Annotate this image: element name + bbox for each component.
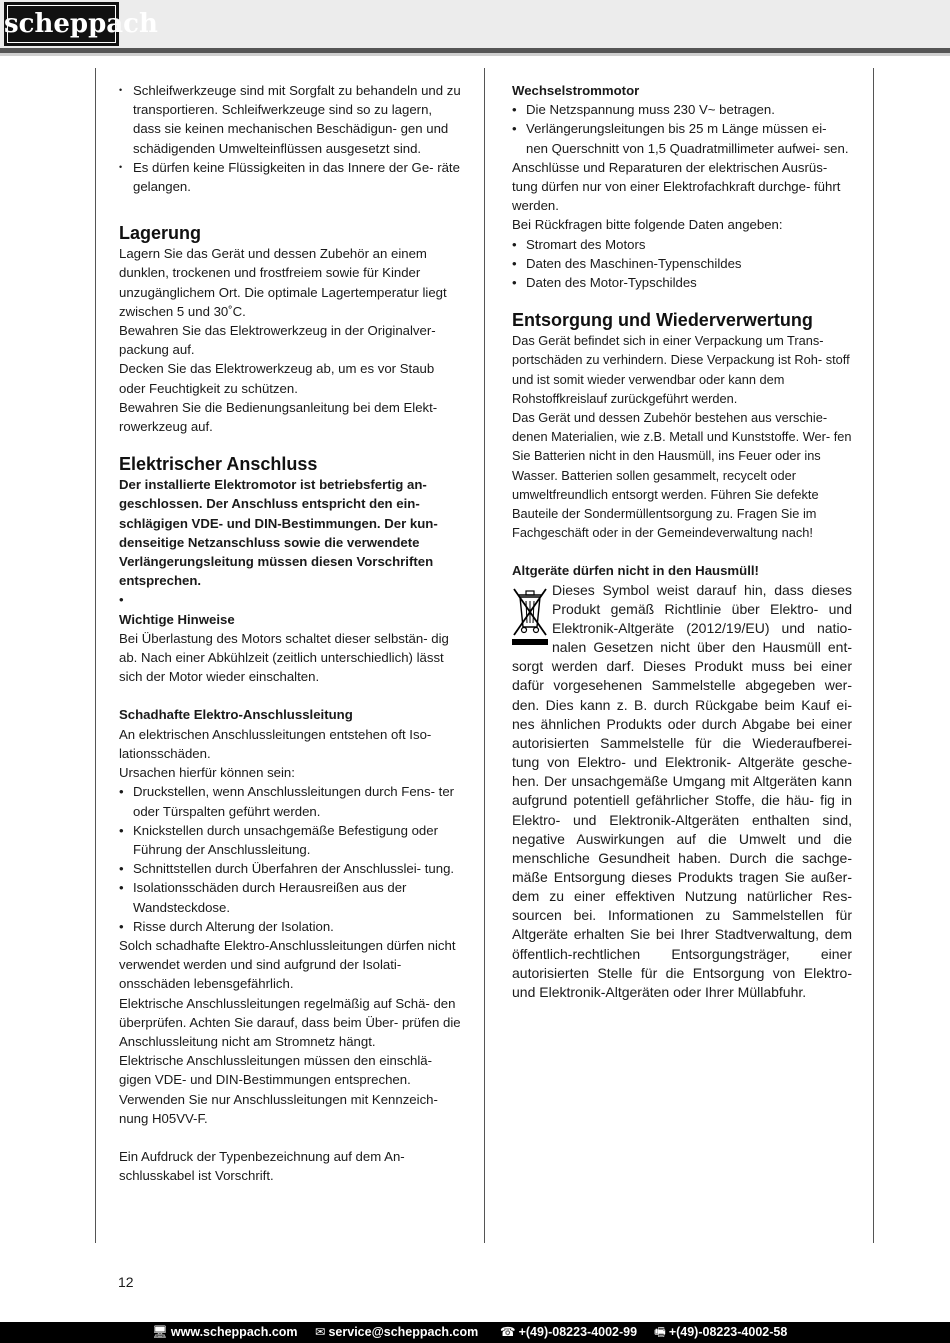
weee-block (512, 581, 852, 1002)
paragraph: Anschlüsse und Reparaturen der elektrischen Ausrüs- tung dürfen nur von einer Elektrofachkraft durchge- führt werden. (512, 159, 841, 214)
list-item: • Daten des Motor-Typschildes (512, 273, 852, 292)
paragraph: Ursachen hierfür können sein: (119, 765, 295, 781)
subheading-schadhafte-leitung: Schadhafte Elektro-Anschlussleitung (119, 707, 353, 723)
page-footer (0, 1322, 950, 1343)
list-item: • Daten des Maschinen-Typenschildes (512, 254, 852, 273)
list-item: • Druckstellen, wenn Anschlussleitungen durch Fens- ter oder Türspalten geführt werden. (119, 782, 461, 820)
paragraph: Elektrische Anschlussleitungen regelmäßig auf Schä- den überprüfen. Achten Sie darauf, dass beim Über- prüfen die Anschlussleitung nicht am Stromnetz hängt. (119, 995, 461, 1049)
bullet-marker: • (119, 592, 124, 608)
paragraph: Das Gerät und dessen Zubehör bestehen aus verschie- denen Materialien, wie z.B. Metall und Kunststoffe. Wer- fen Sie Batterien nicht in den Hausmüll, ins Feuer oder ins Wasser. Batterien sollen gesammelt, recycelt oder umweltfreundlich entsorgt werden. Führen Sie defekte Bauteile der Sondermüllentsorgung zu. Fragen Sie im Fachgeschäft oder in der Gemeindeverwaltung nach! (512, 410, 852, 541)
page-header (0, 0, 950, 48)
paragraph: Bewahren Sie die Bedienungsanleitung bei dem Elekt- rowerkzeug auf. (119, 399, 438, 435)
paragraph: An elektrischen Anschlussleitungen entstehen oft Iso- lationsschäden. (119, 726, 432, 761)
paragraph: Decken Sie das Elektrowerkzeug ab, um es vor Staub oder Feuchtigkeit zu schützen. (119, 361, 435, 396)
paragraph: Verwenden Sie nur Anschlussleitungen mit Kennzeich- nung H05VV-F. (119, 1091, 438, 1126)
list-item: • Risse durch Alterung der Isolation. (119, 917, 461, 936)
mail-icon: ✉ (315, 1325, 326, 1339)
paragraph: Solch schadhafte Elektro-Anschlussleitungen dürfen nicht verwendet werden und sind aufgrund der Isolati- onsschäden lebensgefährlich. (119, 937, 456, 992)
scheppach-logo: scheppach (4, 2, 119, 46)
list-item: • Die Netzspannung muss 230 V~ betragen. (512, 100, 852, 119)
paragraph: Das Gerät befindet sich in einer Verpackung um Trans- portschäden zu verhindern. Diese Verpackung ist Roh- stoff und ist somit wieder verwendbar oder kann dem Rohstoffkreislauf zurückgeführt werden. (512, 333, 850, 406)
left-rule (95, 68, 96, 1243)
phone-icon: ☎ (500, 1325, 516, 1339)
paragraph: Bei Überlastung des Motors schaltet dieser selbstän- dig ab. Nach einer Abkühlzeit (zeitlich unterschiedlich) lässt sich der Motor wieder einschalten. (119, 630, 449, 685)
fax-icon: 🖷 (654, 1325, 666, 1339)
section-title-entsorgung: Entsorgung und Wiederverwertung (512, 310, 813, 331)
subheading-hinweise: Wichtige Hinweise (119, 611, 235, 627)
paragraph: Bei Rückfragen bitte folgende Daten angeben: (512, 217, 783, 233)
right-rule (873, 68, 874, 1243)
paragraph: Elektrische Anschlussleitungen müssen den einschlä- gigen VDE- und DIN-Bestimmungen entsprechen. (119, 1053, 433, 1088)
monitor-icon: 🖥 (152, 1325, 168, 1339)
section-title-lagerung: Lagerung (119, 223, 202, 244)
center-rule (484, 68, 485, 1243)
crossed-bin-icon (512, 585, 548, 645)
footer-email[interactable]: ✉ service@scheppach.com (315, 1322, 478, 1343)
page-number: 12 (118, 1274, 134, 1290)
list-item: • Verlängerungsleitungen bis 25 m Länge müssen ei- nen Querschnitt von 1,5 Quadratmillimeter aufwei- sen. (512, 119, 852, 157)
right-column (512, 81, 852, 1002)
bold-paragraph: Der installierte Elektromotor ist betriebsfertig an- geschlossen. Der Anschluss entspricht den ein- schlägigen VDE- und DIN-Bestimmungen. Der kun- denseitige Netzanschluss sowie die verwendete Verlängerungsleitung müssen diesen Vorschriften entsprechen. (119, 477, 438, 589)
paragraph: Ein Aufdruck der Typenbezeichnung auf dem An- schlusskabel ist Vorschrift. (119, 1148, 405, 1184)
header-divider-light (0, 53, 950, 56)
list-item: • Knickstellen durch unsachgemäße Befestigung oder Führung der Anschlussleitung. (119, 821, 461, 859)
footer-phone[interactable]: ☎ +(49)-08223-4002-99 (500, 1322, 637, 1343)
footer-web[interactable]: 🖥 www.scheppach.com (152, 1322, 298, 1343)
list-item: • Schnittstellen durch Überfahren der Anschlusslei- tung. (119, 859, 461, 878)
list-item: • Isolationsschäden durch Herausreißen aus der Wandsteckdose. (119, 878, 461, 916)
footer-fax[interactable]: 🖷 +(49)-08223-4002-58 (654, 1322, 787, 1343)
list-item: • Stromart des Motors (512, 235, 852, 254)
paragraph: Bewahren Sie das Elektrowerkzeug in der Originalver- packung auf. (119, 323, 436, 358)
list-item: • Es dürfen keine Flüssigkeiten in das Innere der Ge- räte gelangen. (119, 158, 461, 196)
section-title-anschluss: Elektrischer Anschluss (119, 454, 318, 475)
subheading-wechselstrommotor: Wechselstrommotor (512, 83, 640, 98)
weee-text: Dieses Symbol weist darauf hin, dass dieses Produkt gemäß Richtlinie über Elektro- und Elektronik-Altgeräte (2012/19/EU) und natio- nalen Gesetzen nicht über den Hausmüll ent- sorgt werden darf. Dieses Produkt muss bei einer dafür vorgesehenen Sammelstelle abgegeben wer- den. Dies kann z. B. durch Rückgabe beim Kauf ei- nes ähnlichen Produkts oder durch Abgabe bei einer autorisierten Sammelstelle für die Wiederaufberei- tung von Elektro- und Elektronik- Altgeräte gesche- hen. Der unsachgemäße Umgang mit Altgeräten kann aufgrund potentiell gefährlicher Stoffe, die häu- fig in Elektro- und Elektronik-Altgeräten enthalten sind, negative Auswirkungen auf die Umwelt und die menschliche Gesundheit haben. Durch die sachge- mäße Entsorgung dieses Produkts tragen Sie außer- dem zu einer effektiven Nutzung natürlicher Res- sourcen bei. Informationen zu Sammelstellen für Altgeräte erhalten Sie bei Ihrer Stadtverwaltung, dem öffentlich-rechtlichen Entsorgungsträger, einer autorisierten Stelle für die Entsorgung von Elektro- und Elektronik-Altgeräten oder Ihrer Müllabfuhr. (512, 581, 852, 1000)
paragraph: Lagern Sie das Gerät und dessen Zubehör an einem dunklen, trockenen und frostfreiem sowie für Kinder unzugänglichem Ort. Die optimale Lagertemperatur liegt zwischen 5 und 30˚C. (119, 246, 447, 319)
subheading-altgeraete: Altgeräte dürfen nicht in den Hausmüll! (512, 563, 759, 579)
left-column (119, 81, 461, 1185)
list-item: • Schleifwerkzeuge sind mit Sorgfalt zu behandeln und zu transportieren. Schleifwerkzeuge sind so zu lagern, dass sie keinen mechanischen Beschädigun- gen und schädigenden Umwelteinflüssen ausgesetzt sind. (119, 81, 461, 158)
